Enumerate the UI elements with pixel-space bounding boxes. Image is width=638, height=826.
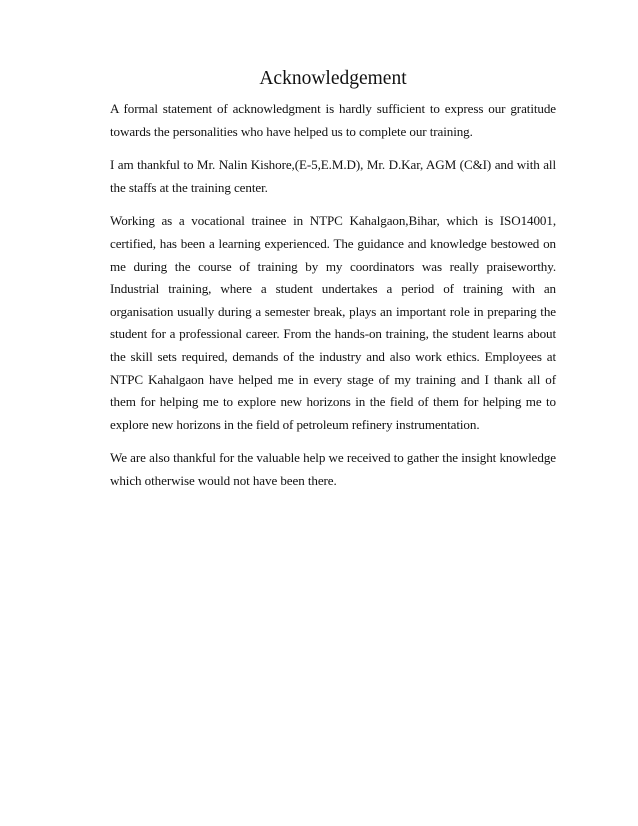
- paragraph-closing: We are also thankful for the valuable help we received to gather the insight knowledge which otherwise would not have been there.: [110, 450, 556, 488]
- paragraph-training-experience: Working as a vocational trainee in NTPC Kahalgaon,Bihar, which is ISO14001, certified, has been a learning experienced. The guidance and knowledge bestowed on me during the course of training by my coordinators was really praiseworthy. Industrial training, where a student undertakes a period of training with an organisation usually during a semester break, plays an important role in preparing the student for a professional career. From the hands-on training, the student learns about the skill sets required, demands of the industry and also work ethics. Employees at NTPC Kahalgaon have helped me in every stage of my training and I thank all of them for helping me to explore new horizons in the field of them for helping me to explore new horizons in the field of petroleum refinery instrumentation.: [110, 213, 556, 432]
- paragraph-thanks-staff: I am thankful to Mr. Nalin Kishore,(E-5,E.M.D), Mr. D.Kar, AGM (C&I) and with all the staffs at the training center.: [110, 157, 556, 195]
- paragraph-gratitude: A formal statement of acknowledgment is hardly sufficient to express our gratitude towards the personalities who have helped us to complete our training.: [110, 101, 556, 139]
- document-page: [110, 66, 556, 504]
- page-title: Acknowledgement: [259, 68, 407, 89]
